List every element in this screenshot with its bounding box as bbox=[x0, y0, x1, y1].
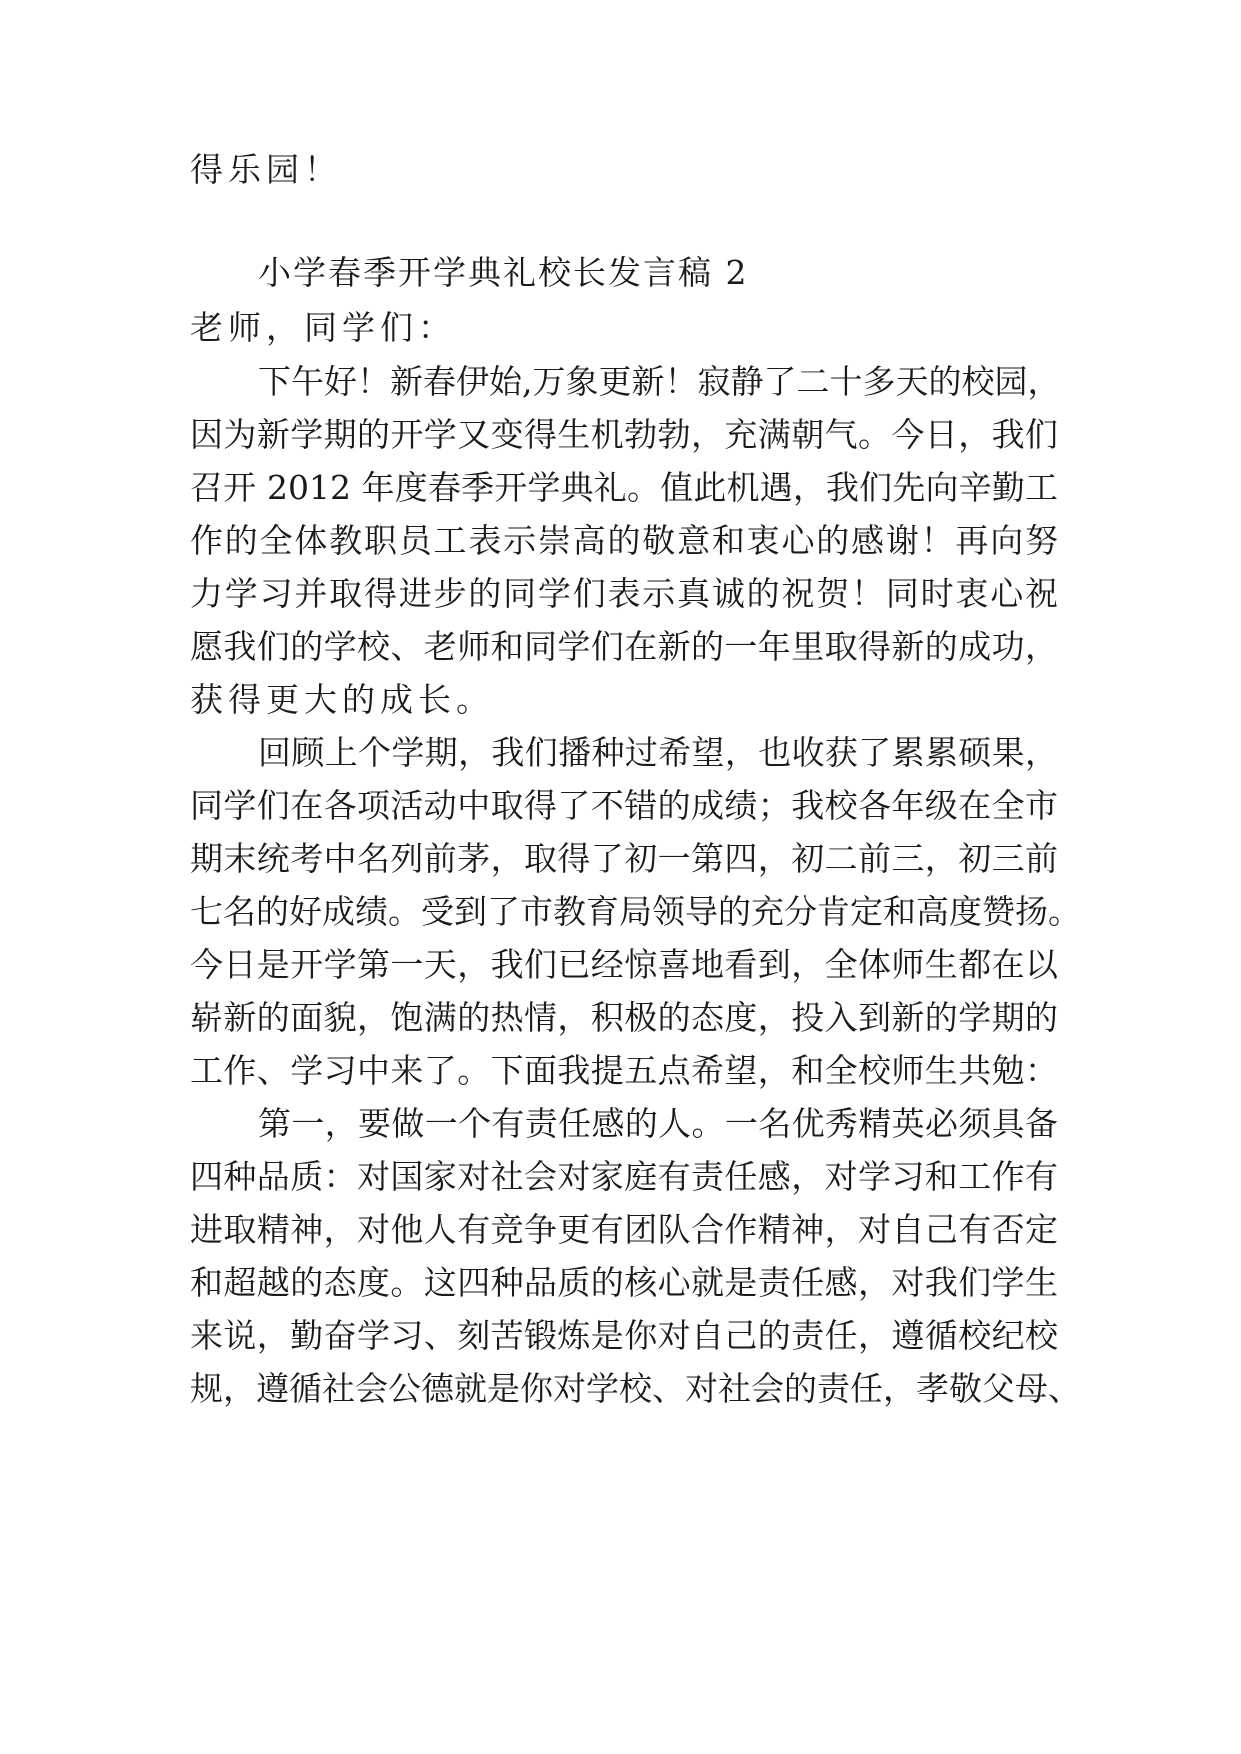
page-title: 小学春季开学典礼校长发言稿 2 bbox=[258, 253, 749, 292]
body-line: 工作、学习中来了。下面我提五点希望，和全校师生共勉： bbox=[190, 1051, 1058, 1090]
body-line: 下午好！新春伊始,万象更新！寂静了二十多天的校园， bbox=[258, 362, 1061, 401]
body-line: 进取精神，对他人有竞争更有团队合作精神，对自己有否定 bbox=[190, 1210, 1058, 1249]
body-line: 获得更大的成长。 bbox=[190, 680, 494, 719]
body-line: 第一，要做一个有责任感的人。一名优秀精英必须具备 bbox=[258, 1104, 1058, 1143]
body-line: 力学习并取得进步的同学们表示真诚的祝贺！同时衷心祝 bbox=[190, 574, 1058, 613]
body-line: 来说，勤奋学习、刻苦锻炼是你对自己的责任，遵循校纪校 bbox=[190, 1316, 1058, 1355]
body-line: 因为新学期的开学又变得生机勃勃，充满朝气。今日，我们 bbox=[190, 415, 1058, 454]
salutation: 老师，同学们： bbox=[190, 308, 456, 347]
body-line: 崭新的面貌，饱满的热情，积极的态度，投入到新的学期的 bbox=[190, 998, 1058, 1037]
body-line: 作的全体教职员工表示崇高的敬意和衷心的感谢！再向努 bbox=[190, 521, 1058, 560]
body-line: 七名的好成绩。受到了市教育局领导的充分肯定和高度赞扬。 bbox=[190, 892, 1081, 931]
body-line: 规，遵循社会公德就是你对学校、对社会的责任，孝敬父母、 bbox=[190, 1369, 1081, 1408]
body-line: 愿我们的学校、老师和同学们在新的一年里取得新的成功， bbox=[190, 627, 1058, 666]
body-line: 今日是开学第一天，我们已经惊喜地看到，全体师生都在以 bbox=[190, 945, 1058, 984]
body-line: 同学们在各项活动中取得了不错的成绩；我校各年级在全市 bbox=[190, 786, 1058, 825]
previous-page-tail: 得乐园！ bbox=[190, 150, 342, 189]
body-line: 召开 2012 年度春季开学典礼。值此机遇，我们先向辛勤工 bbox=[190, 468, 1058, 507]
body-line: 回顾上个学期，我们播种过希望，也收获了累累硕果， bbox=[258, 733, 1058, 772]
body-line: 四种品质：对国家对社会对家庭有责任感，对学习和工作有 bbox=[190, 1157, 1058, 1196]
body-line: 和超越的态度。这四种品质的核心就是责任感，对我们学生 bbox=[190, 1263, 1058, 1302]
body-line: 期末统考中名列前茅，取得了初一第四，初二前三，初三前 bbox=[190, 839, 1058, 878]
